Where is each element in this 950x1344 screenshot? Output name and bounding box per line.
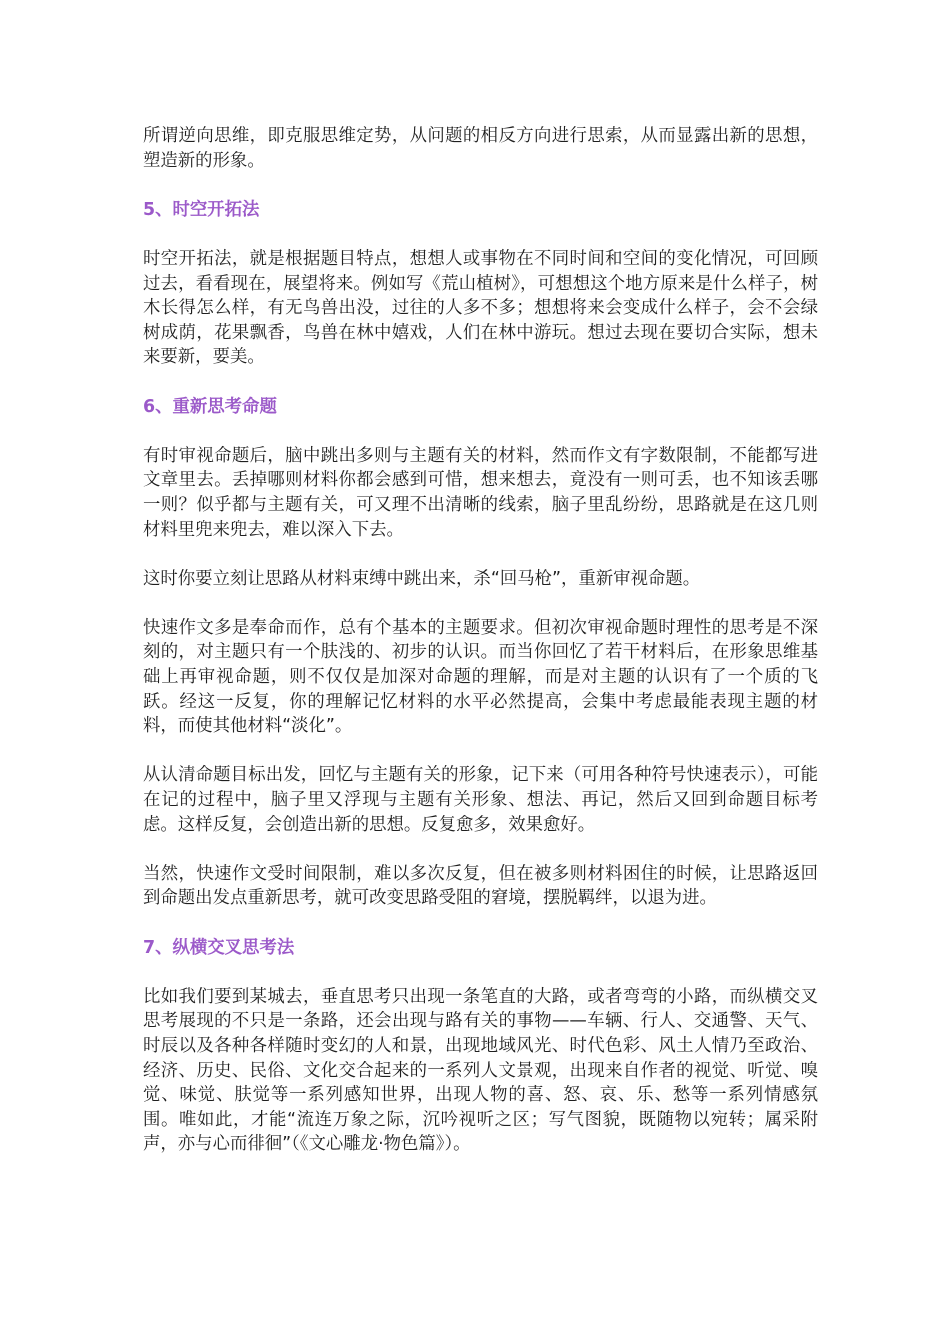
heading-6-rethink-topic: 6、重新思考命题 bbox=[143, 396, 277, 417]
paragraph-reverse-thinking: 所谓逆向思维，即克服思维定势，从问题的相反方向进行思索，从而显露出新的思想，塑造新的形象。 bbox=[143, 126, 818, 171]
paragraph-rethink-conclusion: 当然，快速作文受时间限制，难以多次反复，但在被多则材料困住的时候，让思路返回到命题出发点重新思考，就可改变思路受阻的窘境，摆脱羁绊，以退为进。 bbox=[143, 863, 818, 909]
paragraph-rethink-return: 这时你要立刻让思路从材料束缚中跳出来，杀“回马枪”，重新审视命题。 bbox=[143, 568, 701, 589]
heading-5-time-space: 5、时空开拓法 bbox=[143, 199, 260, 220]
paragraph-rethink-repeat: 从认清命题目标出发，回忆与主题有关的形象，记下来（可用各种符号快速表示），可能在记的过程中，脑子里又浮现与主题有关形象、想法、再记，然后又回到命题目标考虑。这样反复，会创造出新的思想。反复愈多，效果愈好。 bbox=[143, 765, 818, 835]
heading-7-cross-thinking: 7、纵横交叉思考法 bbox=[143, 937, 295, 958]
paragraph-time-space-method: 时空开拓法，就是根据题目特点，想想人或事物在不同时间和空间的变化情况，可回顾过去，看看现在，展望将来。例如写《荒山植树》，可想想这个地方原来是什么样子，树木长得怎么样，有无鸟兽出没，过往的人多不多；想想将来会变成什么样子，会不会绿树成荫，花果飘香，鸟兽在林中嬉戏，人们在林中游玩。想过去现在要切合实际，想未来要新，要美。 bbox=[143, 248, 818, 368]
paragraph-rethink-intro: 有时审视命题后，脑中跳出多则与主题有关的材料，然而作文有字数限制，不能都写进文章里去。丢掉哪则材料你都会感到可惜，想来想去，竟没有一则可丢，也不知该丢哪一则？似乎都与主题有关，可又理不出清晰的线索，脑子里乱纷纷，思路就是在这几则材料里兜来兜去，难以深入下去。 bbox=[143, 445, 818, 540]
document-page bbox=[143, 124, 818, 1182]
paragraph-rethink-deepen: 快速作文多是奉命而作，总有个基本的主题要求。但初次审视命题时理性的思考是不深刻的，对主题只有一个肤浅的、初步的认识。而当你回忆了若干材料后，在形象思维基础上再审视命题，则不仅仅是加深对命题的理解，而是对主题的认识有了一个质的飞跃。经这一反复，你的理解记忆材料的水平必然提高，会集中考虑最能表现主题的材料，而使其他材料“淡化”。 bbox=[143, 617, 818, 737]
paragraph-cross-thinking: 比如我们要到某城去，垂直思考只出现一条笔直的大路，或者弯弯的小路，而纵横交叉思考展现的不只是一条路，还会出现与路有关的事物——车辆、行人、交通警、天气、时辰以及各种各样随时变幻的人和景，出现地域风光、时代色彩、风土人情乃至政治、经济、历史、民俗、文化交合起来的一系列人文景观，出现来自作者的视觉、听觉、嗅觉、味觉、肤觉等一系列感知世界，出现人物的喜、怒、哀、乐、愁等一系列情感氛围。唯如此，才能“流连万象之际，沉吟视听之区；写气图貌，既随物以宛转；属采附声，亦与心而徘徊”（《文心雕龙·物色篇》）。 bbox=[143, 986, 818, 1155]
